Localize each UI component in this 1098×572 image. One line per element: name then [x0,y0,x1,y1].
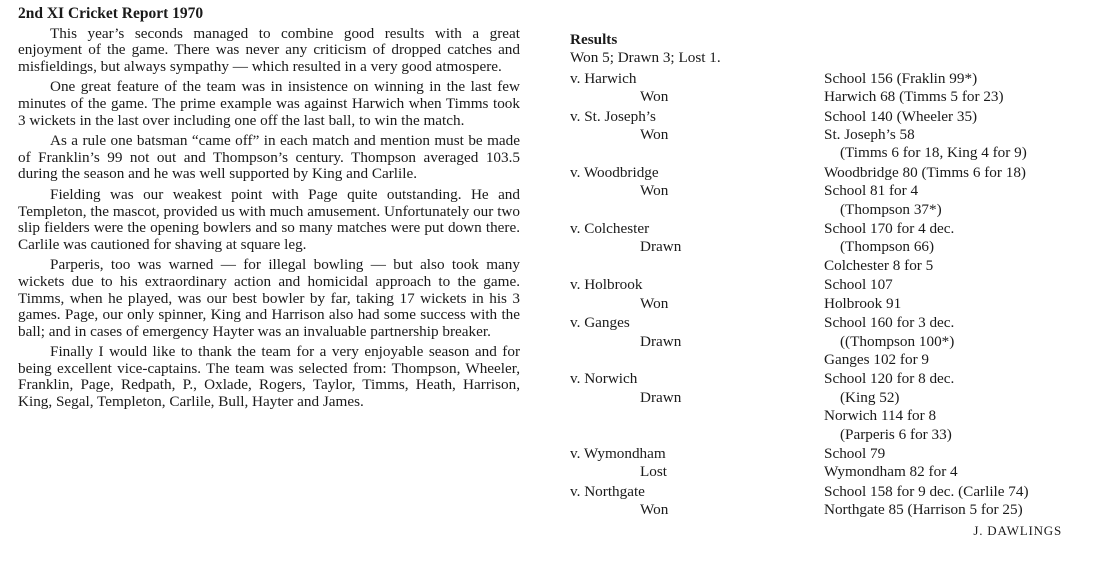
match-outcome: Drawn [640,388,682,406]
score-line: Wymondham 82 for 4 [824,463,958,481]
match-row [570,483,1080,520]
score-line: (Thompson 37*) [840,200,942,218]
score-line: School 79 [824,444,886,462]
score-line: Northgate 85 (Harrison 5 for 25) [824,501,1023,519]
score-line: (Thompson 66) [840,238,935,256]
match-row [570,220,1080,275]
match-info [570,445,824,482]
match-info [570,483,824,520]
match-info [570,220,824,275]
results-column [570,31,1080,540]
score-line: (Timms 6 for 18, King 4 for 9) [840,144,1027,162]
match-info [570,164,824,219]
match-opponent: v. Woodbridge [570,163,659,181]
match-scores [824,370,1080,444]
score-line: Woodbridge 80 (Timms 6 for 18) [824,163,1026,181]
match-opponent: v. Holbrook [570,276,643,294]
match-outcome: Won [640,126,669,144]
score-line: Colchester 8 for 5 [824,256,934,274]
score-line: (King 52) [840,388,900,406]
report-paragraph: One great feature of the team was in insistence on winning in the last few minutes of the game. The prime example was against Harwich when Timms took 3 wickets in the last over including one off the last ball, to win the match. [18,78,520,129]
score-line: School 107 [824,276,893,294]
match-scores [824,164,1080,219]
report-paragraph: Fielding was our weakest point with Page quite outstanding. He and Templeton, the mascot, provided us with much amusement. Unfortunately our two slip fielders were the opening bowlers and so many matches were put down there. Carlile was cautioned for shaving at square leg. [18,185,520,253]
score-line: Holbrook 91 [824,294,902,312]
match-scores [824,276,1080,313]
match-list [570,70,1080,520]
report-title: 2nd XI Cricket Report 1970 [18,5,204,22]
score-line: School 140 (Wheeler 35) [824,107,978,125]
match-outcome: Won [640,182,669,200]
score-line: (Parperis 6 for 33) [840,425,952,443]
results-summary: Won 5; Drawn 3; Lost 1. [570,49,721,67]
match-outcome: Drawn [640,332,682,350]
match-scores [824,70,1080,107]
match-row [570,370,1080,444]
match-outcome: Won [640,294,669,312]
match-opponent: v. St. Joseph’s [570,107,656,125]
report-paragraph: Finally I would like to thank the team for a very enjoyable season and for being excellent vice-captains. The team was selected from: Thompson, Wheeler, Franklin, Page, Redpath, P., Oxlade, Rogers, Taylor, Timms, Heath, Harrison, King, Segal, Templeton, Carlile, Bull, Hayter and James. [18,343,520,411]
match-opponent: v. Ganges [570,314,630,332]
score-line: Harwich 68 (Timms 5 for 23) [824,88,1004,106]
score-line: Ganges 102 for 9 [824,350,930,368]
match-opponent: v. Harwich [570,69,637,87]
match-row [570,445,1080,482]
score-line: ((Thompson 100*) [840,332,955,350]
match-row [570,164,1080,219]
match-outcome: Won [640,88,669,106]
score-line: School 120 for 8 dec. [824,370,955,388]
score-line: School 158 for 9 dec. (Carlile 74) [824,482,1029,500]
match-info [570,370,824,444]
match-row [570,276,1080,313]
match-scores [824,108,1080,163]
score-line: Norwich 114 for 8 [824,407,937,425]
match-outcome: Won [640,501,669,519]
score-line: School 170 for 4 dec. [824,220,955,238]
match-info [570,276,824,313]
match-info [570,108,824,163]
match-scores [824,445,1080,482]
report-paragraph: Parperis, too was warned — for illegal bowling — but also took many wickets due to his extraordinary action and homicidal approach to the game. Timms, when he played, was our best bowler by far, taking 17 wickets in his 3 games. Page, our only spinner, King and Harrison also had some success with the ball; and in cases of emergency Hayter was an invaluable partnership breaker. [18,256,520,340]
results-title: Results [570,31,618,48]
score-line: School 156 (Fraklin 99*) [824,69,978,87]
match-row [570,108,1080,163]
match-opponent: v. Wymondham [570,444,666,462]
score-line: School 81 for 4 [824,182,919,200]
match-scores [824,314,1080,369]
signature: J. DAWLINGS [973,522,1062,538]
report-column [18,6,520,415]
match-opponent: v. Colchester [570,220,650,238]
match-scores [824,483,1080,520]
score-line: St. Joseph’s 58 [824,126,915,144]
report-paragraph: As a rule one batsman “came off” in each match and mention must be made of Franklin’s 99 not out and Thompson’s century. Thompson averaged 103.5 during the season and he was well supported by King and Carlile. [18,132,520,183]
match-row [570,314,1080,369]
score-line: School 160 for 3 dec. [824,314,955,332]
match-opponent: v. Northgate [570,482,645,500]
match-scores [824,220,1080,275]
match-outcome: Drawn [640,238,682,256]
match-info [570,70,824,107]
match-info [570,314,824,369]
match-outcome: Lost [640,463,668,481]
match-row [570,70,1080,107]
report-paragraph: This year’s seconds managed to combine good results with a great enjoyment of the game. There was never any criticism of dropped catches and misfieldings, but always sympathy — which resulted in a very good atmospere. [18,24,520,75]
match-opponent: v. Norwich [570,370,638,388]
